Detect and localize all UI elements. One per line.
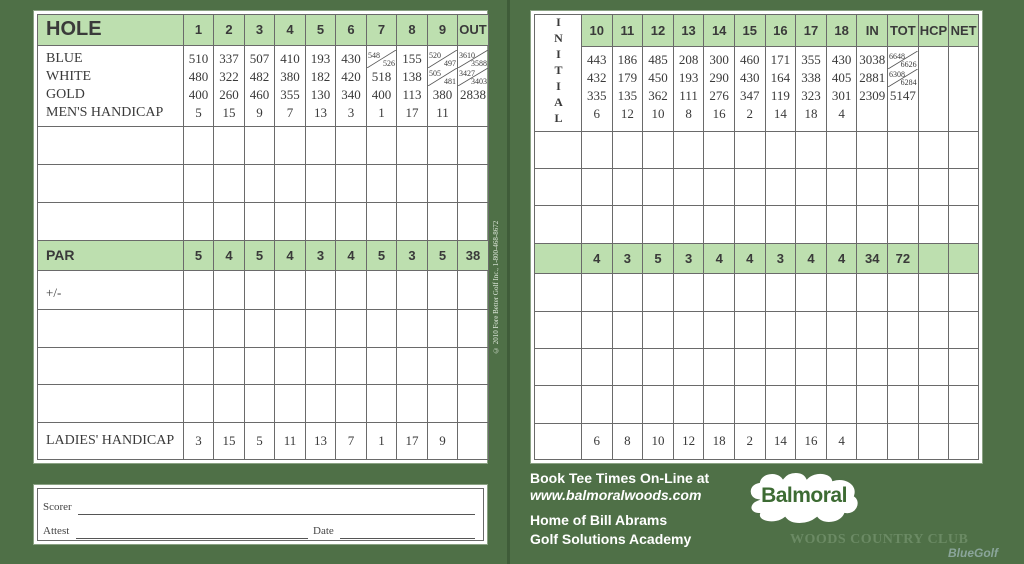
back-col: 171 164 119 14 [765,46,796,131]
back-nine-table [534,14,979,460]
split-yardage: 6308 6284 [889,69,917,87]
par-total: 72 [888,243,919,273]
hole-2: 2 [214,15,245,46]
player-row [535,169,979,206]
player-row [38,202,489,240]
attest-line[interactable] [76,538,308,539]
split-yardage: 548 526 [368,50,395,68]
tee-gold-label: GOLD [46,86,85,102]
player-row [535,206,979,243]
back-nine-card [531,11,982,463]
front-col: 337 322 260 15 [214,45,245,127]
front-col: 155 138 113 17 [397,45,428,127]
back-col: 300 290 276 16 [704,46,735,131]
back-col: 485 450 362 10 [643,46,674,131]
initial-column [535,15,582,132]
hole-16: 16 [765,15,796,47]
front-nine-card [34,11,487,463]
hole-11: 11 [612,15,643,47]
hole-10: 10 [581,15,612,47]
scorer-label: Scorer [43,501,72,513]
player-row [38,165,489,203]
hole-label: HOLE [38,15,184,46]
back-col: 186 179 135 12 [612,46,643,131]
date-line[interactable] [340,538,475,539]
back-col: 430 405 301 4 [826,46,857,131]
back-yardage-row [535,46,979,131]
tot-label: TOT [888,15,919,47]
tee-blue-label: BLUE [46,50,83,66]
par-label: PAR [38,240,184,271]
back-tot-col: 6648 6626 6308 6284 5147 [888,46,919,131]
back-col: 460 430 347 2 [734,46,765,131]
out-label: OUT [458,15,489,46]
front-col: 507 482 460 9 [245,45,275,127]
center-fold [507,0,510,564]
player-row [535,273,979,311]
hole-18: 18 [826,15,857,47]
back-col: 355 338 323 18 [796,46,827,131]
front-nine-table [37,14,489,460]
back-par-row: 4 3 5 3 4 4 3 4 4 34 72 [535,243,979,273]
hole-1: 1 [184,15,214,46]
front-out-col: 3610 3588 3427 3403 2838 [458,45,489,127]
front-col: 430 420 340 3 [336,45,367,127]
plus-minus-row [38,271,489,310]
balmoral-logo [745,470,863,528]
player-row [535,131,979,168]
promo-website-link[interactable]: www.balmoralwoods.com [530,487,702,503]
hole-12: 12 [643,15,674,47]
club-name: WOODS COUNTRY CLUB [790,532,969,547]
hole-5: 5 [306,15,336,46]
tee-white-label: WHITE [46,68,92,84]
back-hole-row [535,15,979,47]
ladies-handicap-label: LADIES' HANDICAP [38,423,184,460]
logo-name: Balmoral [761,484,847,507]
hole-7: 7 [367,15,397,46]
hole-3: 3 [245,15,275,46]
net-label: NET [949,15,979,47]
initial-label: INITIAL [551,15,566,128]
hole-6: 6 [336,15,367,46]
copyright-notice: © 2010 Fore Better Golf Inc., 1-800-468-8672 [492,220,500,355]
player-row [38,385,489,423]
back-ladies-row: 6 8 10 12 18 2 14 16 4 [535,423,979,459]
in-label: IN [857,15,888,47]
player-row [38,347,489,385]
scorer-line[interactable] [78,514,475,515]
hole-4: 4 [275,15,306,46]
back-in-col: 3038 2881 2309 [857,46,888,131]
hole-15: 15 [734,15,765,47]
front-yardage-row [38,45,489,127]
split-yardage: 3427 3403 [459,68,487,86]
hole-14: 14 [704,15,735,47]
player-row [535,349,979,386]
tee-names [38,45,184,127]
promo-book-tee-times: Book Tee Times On-Line at [530,470,710,486]
date-label: Date [313,525,334,537]
player-row [38,309,489,347]
bluegolf-watermark: BlueGolf [948,546,998,560]
back-col: 208 193 111 8 [673,46,704,131]
player-row [38,127,489,165]
hole-17: 17 [796,15,827,47]
attest-label: Attest [43,525,70,537]
back-col: 443 432 335 6 [581,46,612,131]
player-row [535,386,979,423]
front-col: 193 182 130 13 [306,45,336,127]
split-yardage: 520 497 [429,50,456,68]
front-col: 510 480 400 5 [184,45,214,127]
scorer-attest-box [34,485,487,544]
hcp-label: HCP [918,15,949,47]
player-row [535,311,979,348]
front-col: 520 497 505 481 380 11 [428,45,458,127]
split-yardage: 3610 3588 [459,50,487,68]
promo-home-of: Home of Bill Abrams [530,512,668,528]
split-yardage: 6648 6626 [889,51,917,69]
promo-academy: Golf Solutions Academy [530,531,692,547]
par-in-total: 34 [857,243,888,273]
par-out-total: 38 [458,240,489,271]
hole-9: 9 [428,15,458,46]
front-col: 410 380 355 7 [275,45,306,127]
front-ladies-row: LADIES' HANDICAP 3 15 5 11 13 7 1 17 9 [38,423,489,460]
front-col: 548 526 518 400 1 [367,45,397,127]
hole-13: 13 [673,15,704,47]
mens-handicap-label: MEN'S HANDICAP [46,104,164,120]
split-yardage: 505 481 [429,68,456,86]
hole-8: 8 [397,15,428,46]
front-par-row: PAR 5 4 5 4 3 4 5 3 5 38 [38,240,489,271]
plus-minus-label: +/- [38,271,184,310]
front-hole-row [38,15,489,46]
